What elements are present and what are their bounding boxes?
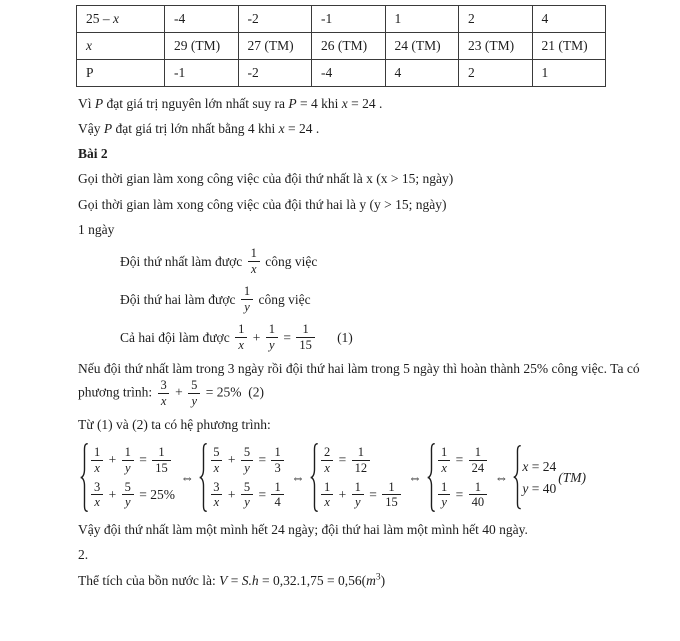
math-text: P: [94, 95, 104, 111]
equation-system: [513, 445, 556, 509]
fraction: $\frac{1}{x}$: [91, 445, 103, 476]
fraction: $\frac{1}{y}$: [352, 480, 364, 511]
left-brace-icon: [80, 443, 89, 512]
system-equation-line: [319, 445, 403, 476]
math-text: x: [113, 11, 119, 26]
table-cell: 24 (TM): [385, 33, 459, 60]
table-cell: -2: [238, 60, 312, 87]
fraction: $\frac{1}{y}$: [438, 480, 450, 511]
math-text: đạt giá trị nguyên lớn nhất suy ra: [103, 95, 289, 111]
left-brace-icon: [513, 445, 522, 509]
fraction: $\frac{1}{24}$: [469, 445, 488, 476]
fraction: $\frac{1}{15}$: [382, 480, 401, 511]
fraction: $\frac{3}{x}$: [91, 480, 103, 511]
table-cell: 1: [532, 60, 606, 87]
math-text: x: [522, 458, 529, 474]
line-conclusion-days: Vậy đội thứ nhất làm một mình hết 24 ngày; đội thứ hai làm một mình hết 40 ngày.: [78, 522, 528, 537]
table-cell: -1: [165, 60, 239, 87]
fraction: $\frac{5}{y}$: [188, 378, 200, 409]
table-cell: 4: [532, 6, 606, 33]
system-equation-line: [208, 480, 286, 511]
math-text: +: [224, 452, 239, 468]
math-text: đạt giá trị lớn nhất bằng 4 khi: [112, 120, 279, 136]
table-cell: 23 (TM): [459, 33, 533, 60]
fraction: $\frac{5}{y}$: [122, 480, 134, 511]
math-text: = 24 .: [347, 95, 383, 111]
table-cell: -4: [165, 6, 239, 33]
math-text: +: [335, 486, 350, 502]
math-text: =: [365, 486, 381, 502]
fraction: $\frac{1}{15}$: [152, 445, 171, 476]
table-row: [77, 33, 606, 60]
line-combined-rate: [120, 322, 646, 353]
fraction: $\frac{1}{15}$: [296, 322, 315, 353]
table-cell: 2: [459, 6, 533, 33]
line-system-chain: [78, 443, 646, 512]
math-text: Đội thứ hai làm được: [120, 291, 239, 307]
line-goi-x: Gọi thời gian làm xong công việc của đội thứ nhất là x (x > 15; ngày): [78, 171, 454, 187]
math-text: =: [255, 486, 270, 502]
math-text: S.h: [241, 572, 259, 588]
system-equation-line: [436, 445, 489, 476]
math-text: =: [452, 486, 467, 502]
system-equation-line: [436, 480, 489, 511]
math-text: P: [103, 120, 113, 136]
line-team-1-rate: [120, 246, 646, 277]
math-text: =: [135, 452, 151, 468]
system-equation-line: [319, 480, 403, 511]
math-text: +: [224, 486, 239, 502]
line-goi-y: Gọi thời gian làm xong công việc của đội thứ hai là y (y > 15; ngày): [78, 196, 447, 212]
math-text: Đội thứ nhất làm được: [120, 253, 246, 269]
table-cell: 2: [459, 60, 533, 87]
line-p-integer-max: [78, 95, 646, 113]
line-team-2-rate: [120, 284, 646, 315]
table-cell: -2: [238, 6, 312, 33]
left-brace-icon: [310, 443, 319, 512]
table-cell: -4: [312, 60, 386, 87]
math-text: ⇔: [176, 469, 198, 485]
math-text: P: [288, 95, 297, 111]
math-text: =: [227, 572, 242, 588]
math-text: x: [86, 38, 92, 53]
line-volume-formula: [78, 572, 646, 590]
fraction: $\frac{1}{x}$: [438, 445, 450, 476]
math-text: +: [105, 486, 120, 502]
math-text: = 24: [528, 458, 557, 474]
fraction: $\frac{1}{4}$: [271, 480, 283, 511]
fraction: $\frac{1}{x}$: [321, 480, 333, 511]
math-text: = 25% (2): [202, 384, 264, 400]
fraction: $\frac{1}{y}$: [122, 445, 134, 476]
math-text: Vì: [78, 95, 95, 111]
math-text: x: [341, 95, 348, 111]
fraction: $\frac{5}{x}$: [210, 445, 222, 476]
fraction: $\frac{1}{y}$: [241, 284, 253, 315]
math-text: công việc: [255, 291, 311, 307]
system-equation-line: [89, 480, 175, 511]
math-text: = 0,32.1,75 = 0,56: [258, 572, 362, 588]
math-text: m: [366, 572, 376, 588]
table-cell: 26 (TM): [312, 33, 386, 60]
fraction: $\frac{3}{x}$: [157, 378, 169, 409]
line-equation-2-setup: [78, 360, 646, 408]
math-text: = 40: [528, 480, 557, 496]
line-p-max-value: [78, 120, 646, 138]
math-text: +: [105, 452, 120, 468]
system-equation-line: [522, 480, 556, 498]
table-cell: 4: [385, 60, 459, 87]
system-equation-line: [89, 445, 175, 476]
table-row: [77, 6, 606, 33]
fraction: $\frac{3}{x}$: [210, 480, 222, 511]
math-text: Cả hai đội làm được: [120, 329, 234, 345]
math-text: V: [219, 572, 228, 588]
fraction: $\frac{1}{y}$: [266, 322, 278, 353]
fraction: $\frac{5}{y}$: [241, 445, 253, 476]
math-text: = 25%: [135, 486, 175, 502]
fraction: $\frac{1}{12}$: [352, 445, 371, 476]
math-text: 25 –: [86, 11, 113, 26]
math-text: y: [522, 480, 529, 496]
table-cell: 29 (TM): [165, 33, 239, 60]
math-text: =: [452, 452, 467, 468]
equation-system: [199, 443, 286, 512]
system-equation-line: [208, 445, 286, 476]
fraction: $\frac{1}{x}$: [248, 246, 260, 277]
system-equation-line: [522, 458, 556, 476]
heading-bai-2: Bài 2: [78, 146, 108, 162]
line-system-intro: Từ (1) và (2) ta có hệ phương trình:: [78, 417, 271, 433]
fraction: $\frac{1}{40}$: [469, 480, 488, 511]
math-text: Thể tích của bồn nước là:: [78, 572, 220, 588]
table-header-cell: [77, 60, 165, 87]
math-text: =: [255, 452, 270, 468]
line-part-2: 2.: [78, 547, 89, 563]
math-text: =: [335, 452, 350, 468]
math-text: (1): [316, 329, 353, 345]
left-brace-icon: [427, 443, 436, 512]
math-text: (TM): [558, 469, 586, 485]
math-text: công việc: [261, 253, 318, 269]
table-row: [77, 60, 606, 87]
math-text: ⇔: [491, 469, 512, 485]
math-text: =: [279, 329, 295, 345]
math-text: (: [361, 572, 367, 588]
fraction: $\frac{2}{x}$: [321, 445, 333, 476]
equation-system: [427, 443, 489, 512]
fraction: $\frac{1}{3}$: [271, 445, 283, 476]
math-text: ⇔: [287, 469, 308, 485]
fraction: $\frac{5}{y}$: [241, 480, 253, 511]
math-text: ⇔: [404, 469, 425, 485]
math-text: +: [249, 329, 264, 345]
table-cell: 27 (TM): [238, 33, 312, 60]
math-text: 3: [375, 572, 381, 583]
line-1-ngay: 1 ngày: [78, 222, 115, 238]
math-text: x: [278, 120, 285, 136]
table-cell: -1: [312, 6, 386, 33]
table-cell: 1: [385, 6, 459, 33]
left-brace-icon: [199, 443, 208, 512]
math-text: P: [86, 65, 94, 80]
math-text: Vậy: [78, 120, 104, 136]
math-text: = 4 khi: [296, 95, 342, 111]
table-header-cell: [77, 6, 165, 33]
math-text: Nếu đội thứ nhất làm trong 3 ngày rồi đội thứ hai làm trong 5 ngày thì hoàn thành 25% công việc. Ta có phương trình:: [78, 361, 643, 400]
math-text: ): [380, 572, 386, 588]
equation-system: [80, 443, 175, 512]
equation-system: [310, 443, 403, 512]
math-text: = 24 .: [284, 120, 320, 136]
table-header-cell: [77, 33, 165, 60]
fraction: $\frac{1}{x}$: [235, 322, 247, 353]
math-text: +: [171, 384, 187, 400]
values-table: [76, 5, 606, 87]
table-cell: 21 (TM): [532, 33, 606, 60]
